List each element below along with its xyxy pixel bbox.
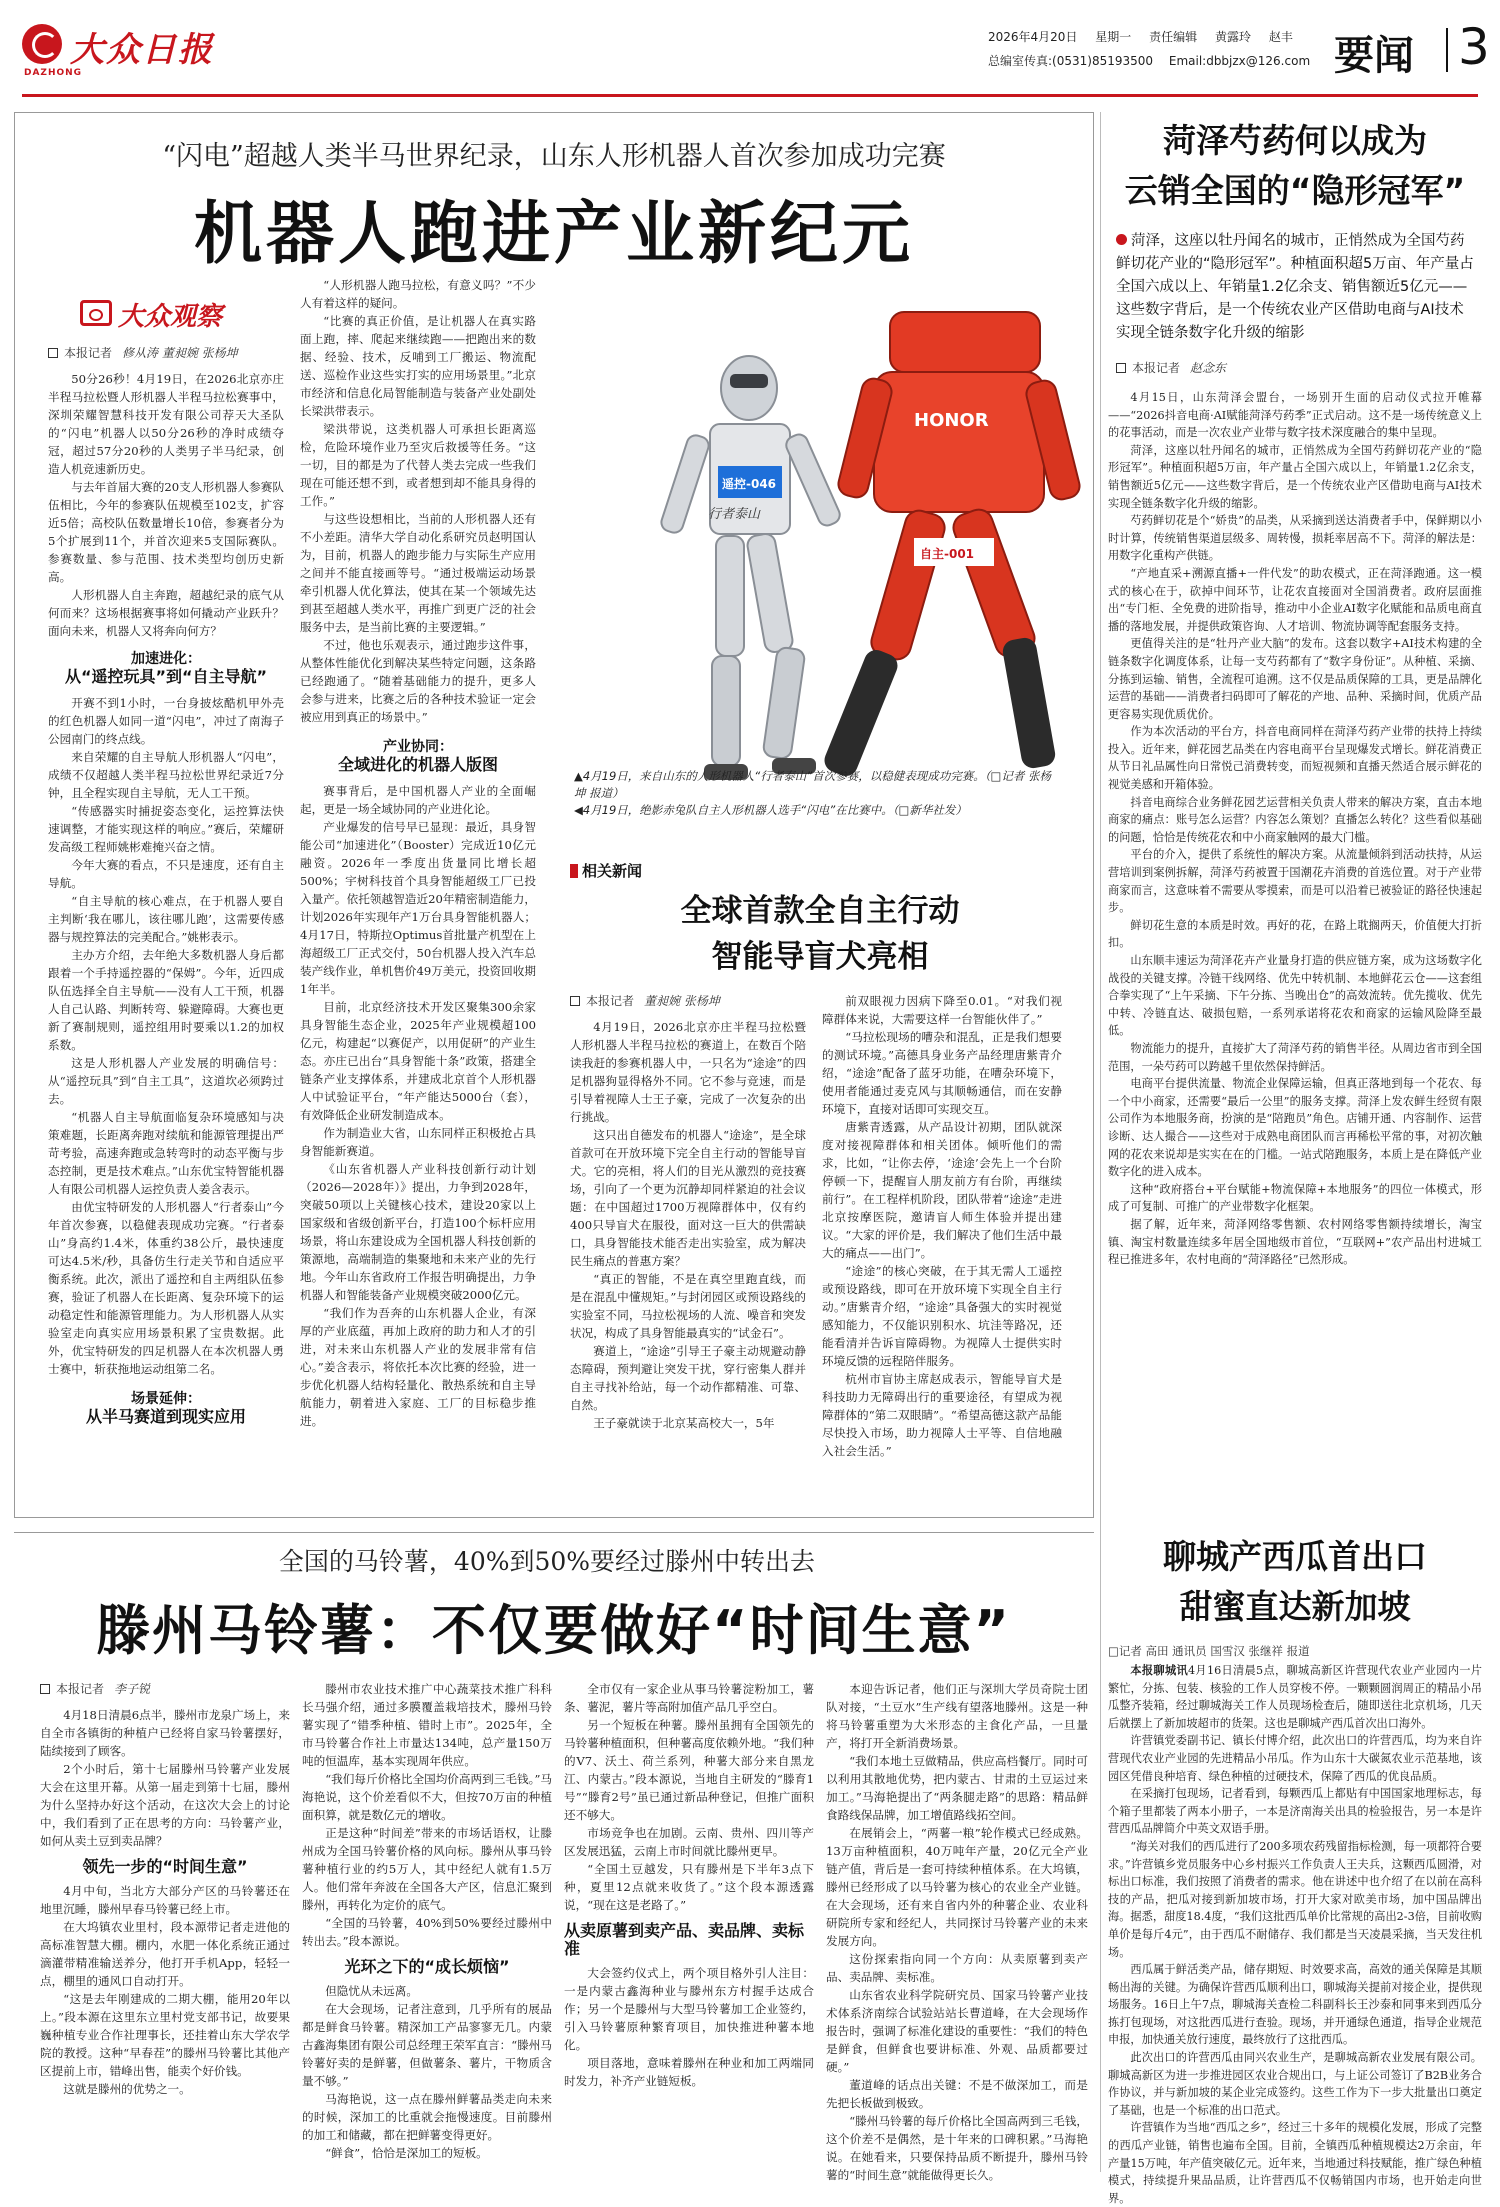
photo-bib-1: 遥控-046 <box>722 477 777 491</box>
subhead: 从“遥控玩具”到“自主导航” <box>64 667 268 686</box>
melon-headline-line-1: 聊城产西瓜首出口 <box>1163 1537 1427 1576</box>
byline-box-icon <box>1116 363 1126 373</box>
subhead-kicker: 场景延伸： <box>131 1391 201 1407</box>
byline-label: 本报记者 <box>64 346 113 360</box>
paragraph: “鲜食”，恰恰是深加工的短板。 <box>325 2146 488 2160</box>
section-divider <box>1446 28 1448 72</box>
related-news-tag: 相关新闻 <box>570 860 642 881</box>
email-address: Email:dbbjzx@126.com <box>1168 54 1311 68</box>
lead-headline: 机器人跑进产业新纪元 <box>193 195 914 274</box>
photo-caption-1: ▲4月19日，来自山东的人形机器人“行者泰山”首次参赛，以稳健表现成功完赛。（□记者 张杨坤 报道） <box>574 769 1051 800</box>
paragraph: 平台的介入，提供了系统性的解决方案。从流量倾斜到活动扶持，从运营培训到案例拆解，菏泽芍药被置于国潮花卉消费的首选位置。对于产业带商家而言，这意味着不需要从零摸索，而是可以沿着已被验证的路径快速起步。 <box>1108 848 1482 915</box>
paragraph: 抖音电商综合业务鲜花园艺运营相关负责人带来的解决方案，直击本地商家的痛点：账号怎么运营？内容怎么策划？直播怎么转化？这些看似基础的问题，恰恰是传统花农和中小商家触网的最大门槛。 <box>1108 795 1482 844</box>
lead-column-2 <box>300 276 536 1486</box>
melon-byline: □记者 高田 通讯员 国雪汉 张继祥 报道 <box>1108 1644 1310 1658</box>
paragraph: 全市仅有一家企业从事马铃薯淀粉加工，薯条、薯泥，薯片等高附加值产品几乎空白。 <box>564 1682 814 1714</box>
paragraph: “产地直采+溯源直播+一件代发”的助农模式，正在菏泽跑通。这一模式的核心在于，砍掉中间环节，让花农直接面对全国消费者。政府层面推出“专门柜、全免费的进阶指导，推动中小企业AI数字化赋能和品质电商直播的落地发展，并提供政策咨询、人才培训、物流协调等配套服务支持。 <box>1108 566 1482 633</box>
paragraph: 正是这种“时间差”带来的市场话语权，让滕州成为全国马铃薯价格的风向标。滕州从事马铃薯种植行业的约5万人，其中经纪人就有1.5万人。他们常年奔波在全国各大产区，信息汇聚到滕州，再转化为定价的底气。 <box>302 1826 552 1912</box>
paragraph: 与去年首届大赛的20支人形机器人参赛队伍相比，今年的参赛队伍规模至102支，扩容近5倍；高校队伍数量增长10倍，参赛者分为5个扩展到11个，并首次迎来5支国际赛队。参赛数量、参与范围、技术类型均创历史新高。 <box>48 480 284 584</box>
related-byline <box>570 992 806 1010</box>
newspaper-logo-icon <box>22 24 62 64</box>
paragraph: 这种“政府搭台+平台赋能+物流保障+本地服务”的四位一体模式，形成了可复制、可推广的产业带数字化框架。 <box>1108 1182 1482 1214</box>
paragraph: 作为本次活动的平台方，抖音电商同样在菏泽芍药产业带的扶持上持续投入。近年来，鲜花园艺品类在内容电商平台呈现爆发式增长。鲜花消费正从节日礼品属性向日常悦己消费转变，而短视频和直播天然适合展示鲜花的视觉美感和开箱体验。 <box>1108 725 1482 792</box>
related-headline-line-1: 全球首款全自主行动 <box>680 893 960 929</box>
robot-photo-illustration <box>544 276 1080 818</box>
paragraph: “真正的智能，不是在真空里跑直线，而是在混乱中懂规矩。”与封闭园区或预设路线的实验室不同，马拉松视场的人流、噪音和突发状况，构成了具身智能最真实的“试金石”。 <box>570 1272 806 1340</box>
potato-column-1-text <box>40 1706 290 2182</box>
byline-names: 董昶婉 张杨坤 <box>644 994 720 1008</box>
related-column-1 <box>570 992 806 1498</box>
byline-names: 赵念东 <box>1190 361 1227 375</box>
paragraph: 4月16日清晨5点，聊城高新区许营现代农业产业园内一片繁忙，分拣、包装、核验的工作人员穿梭不停。一颗颗圆润周正的精品小吊瓜整齐装箱，经过聊城海关工作人员现场检查后，随即送往北京机场，几天后就摆上了新加坡超市的货架。这也是聊城产西瓜首次出口海外。 <box>1108 1664 1482 1730</box>
paragraph: 目前，北京经济技术开发区聚集300余家具身智能生态企业，2025年产业规模超100亿元，构建起“以赛促产，以用促研”的产业生态。亦庄已出台“具身智能十条”政策，搭建全链条产业支撑体系，并建成北京首个人形机器人中试验证平台，“年产能达5000台（套），有效降低企业研发制造成本。 <box>300 1000 536 1122</box>
paragraph: 与这些设想相比，当前的人形机器人还有不小差距。清华大学自动化系研究员赵明国认为，目前，机器人的跑步能力与实际生产应用之间并不能直接画等号。“通过极端运动场景牵引机器人优化算法，使其在某一个领域先达到甚至超越人类水平，再推广到更广泛的社会服务中去，是当前比赛的主要逻辑。” <box>300 512 536 634</box>
byline-box-icon <box>40 1684 50 1694</box>
section-name: 要闻 <box>1334 33 1414 79</box>
heze-lead-text: 菏泽，这座以牡丹闻名的城市，正悄然成为全国芍药鲜切花产业的“隐形冠军”。种植面积超5万亩、年产量占全国六成以上、年销量1.2亿余支、销售额近5亿元——这些数字背后，是一个传统农业产区借助电商与AI技术实现全链条数字化升级的缩影 <box>1116 233 1474 341</box>
paragraph: 主办方介绍，去年绝大多数机器人身后都跟着一个手持遥控器的“保姆”。今年，近四成队伍选择全自主导航——没有人工干预，机器人自己认路、判断转弯、躲避障碍。大赛也更新了赛制规则，遥控组用时要乘以1.2的加权系数。 <box>48 948 284 1052</box>
paragraph: “传感器实时捕捉姿态变化，运控算法快速调整，才能实现这样的响应。”赛后，荣耀研发高级工程师姚彬难掩兴奋之情。 <box>48 804 284 854</box>
paragraph: 产业爆发的信号早已显现：最近，具身智能公司“加速进化”（Booster）完成近10亿元融资。2026年一季度出货量同比增长超500%；宇树科技首个具身智能超级工厂已投入量产。依托领越智造近20年精密制造能力，计划2026年实现年产1万台具身智能机器人；4月17日，特斯拉Optimus首批量产机型在上海超级工厂正式交付，50台机器人投入汽车总装产线作业，单机售价49万美元，投资回收期1年半。 <box>300 820 536 996</box>
masthead <box>22 18 1490 84</box>
paragraph: 4月18日清晨6点半，滕州市龙泉广场上，来自全市各镇街的种植户已经将自家马铃薯摆好，陆续接到了顾客。 <box>40 1708 290 1758</box>
paragraph: 来自荣耀的自主导航人形机器人“闪电”，成绩不仅超越人类半程马拉松世界纪录近7分钟，且全程实现自主导航，无人工干预。 <box>48 750 284 800</box>
newspaper-logo-sub: DAZHONG <box>24 68 83 78</box>
paragraph: 这就是滕州的优势之一。 <box>63 2082 191 2096</box>
paragraph: 据了解，近年来，菏泽网络零售额、农村网络零售额持续增长，淘宝镇、淘宝村数量连续多年居全国地级市首位，“互联网+”农产品出村进城工程已推进多年，农村电商的“菏泽路径”已然形成。 <box>1108 1217 1482 1267</box>
right-column <box>1108 112 1482 1549</box>
photo-captions <box>574 768 1054 819</box>
heze-headline <box>1108 116 1482 216</box>
heze-headline-line-2: 云销全国的“隐形冠军” <box>1124 171 1466 210</box>
potato-column-3-text <box>564 1680 814 2180</box>
paragraph: “人形机器人跑马拉松，有意义吗？”不少人有着这样的疑问。 <box>300 278 536 310</box>
subhead: 光环之下的“成长烦恼” <box>344 1957 510 1976</box>
paragraph: 物流能力的提升，直接扩大了菏泽芍药的销售半径。从周边省市到全国范围，一朵芍药可以跨越千里依然保持鲜活。 <box>1108 1041 1482 1073</box>
paragraph: 但隐忧从未远离。 <box>325 1984 418 1998</box>
editor-name-2: 赵丰 <box>1268 30 1293 44</box>
fax-number: 总编室传真:(0531)85193500 <box>988 54 1154 68</box>
potato-column-4 <box>826 1680 1088 2180</box>
paragraph: 滕州市农业技术推广中心蔬菜技术推广科科长马强介绍，通过多膜覆盖栽培技术，滕州马铃薯实现了“错季种植、错时上市”。2025年，全市马铃薯合作社上市量达134吨，总产量150万吨的恒温库，基本实现周年供应。 <box>302 1682 552 1768</box>
paragraph: 作为制造业大省，山东同样正积极抢占具身智能新赛道。 <box>300 1126 536 1158</box>
paragraph: 在大会现场，记者注意到，几乎所有的展品都是鲜食马铃薯。精深加工产品寥寥无几。内蒙古鑫海集团有限公司总经理王荣军直言：“滕州马铃薯好卖的是鲜薯，但做薯条、薯片，干物质含量不够。” <box>302 2002 552 2088</box>
heze-byline <box>1108 359 1482 377</box>
subhead: 从卖原薯到卖产品、卖品牌、卖标准 <box>564 1921 805 1958</box>
paragraph: 人形机器人自主奔跑，超越纪录的底气从何而来？这场根据赛事将如何撬动产业跃升？面向未来，机器人又将奔向何方？ <box>48 588 284 638</box>
dateline: 本报聊城讯 <box>1130 1663 1188 1677</box>
paragraph: 4月19日，2026北京亦庄半程马拉松暨人形机器人半程马拉松的赛道上，在数百个陪读我赶的参赛机器人中，一只名为“途途”的四足机器狗显得格外不同。它不参与竞速，而是引导着视障人士王子豪，完成了一次复杂的出行挑战。 <box>570 1020 806 1124</box>
byline-box-icon <box>570 996 580 1006</box>
paragraph: 赛道上，“途途”引导王子豪主动规避动静态障碍，预判避让突发干扰，穿行密集人群并自主寻找补给站，每一个动作都精准、可靠、自然。 <box>570 1344 806 1412</box>
subhead: 领先一步的“时间生意” <box>82 1857 248 1876</box>
column-divider <box>1100 112 1101 2172</box>
paragraph: 在展销会上，“两薯一粮”轮作模式已经成熟。13万亩种植面积，40万吨年产量，20亿元全产业链产值，背后是一套可持续种植体系。在大坞镇，滕州已经形成了以马铃薯为核心的农业全产业链。在大会现场，还有来自省内外的种薯企业、农业科研院所专家和经纪人，共同探讨马铃薯产业的未来发展方向。 <box>826 1826 1088 1948</box>
paragraph: 这是人形机器人产业发展的明确信号：从“遥控玩具”到“自主工具”，这道坎必须跨过去。 <box>48 1056 284 1106</box>
paragraph: 赛事背后，是中国机器人产业的全面崛起，更是一场全域协同的产业进化论。 <box>300 784 536 816</box>
potato-byline <box>40 1680 290 1698</box>
paragraph: 这份探索指向同一个方向：从卖原薯到卖产品、卖品牌、卖标准。 <box>826 1952 1088 1984</box>
lead-byline <box>48 344 284 362</box>
lead-column-2-text <box>300 276 536 1486</box>
paragraph: 2个小时后，第十七届滕州马铃薯产业发展大会在这里开幕。从第一届走到第十七届，滕州为什么坚持办好这个活动，在这次大会上的讨论中，我们看到了正在思考的方向：马铃薯产业，如何从卖土豆到卖品牌？ <box>40 1762 290 1848</box>
paragraph: 董道峰的话点出关键：不是不做深加工，而是先把长板做到极致。 <box>826 2078 1088 2110</box>
issue-info <box>988 28 1307 45</box>
potato-column-2 <box>302 1680 552 2180</box>
paragraph: “全国的马铃薯，40%到50%要经过滕州中转出去。”段本源说。 <box>302 1916 552 1948</box>
red-robot-figure <box>821 312 1082 780</box>
paragraph: 4月中旬，当北方大部分产区的马铃薯还在地里沉睡，滕州早春马铃薯已经上市。 <box>40 1884 290 1916</box>
byline-names: 修从涛 董昶婉 张杨坤 <box>122 346 238 360</box>
paragraph: “途途”的核心突破，在于其无需人工遥控或预设路线，即可在开放环境下实现全自主行动。”唐紫青介绍，“途途”具备强大的实时视觉感知能力，不仅能识别积水、坑洼等路况，还能看清并告诉盲障碍物。为视障人士提供实时环境反馈的远程陪伴服务。 <box>822 1264 1062 1368</box>
subhead: 全域进化的机器人版图 <box>337 755 498 774</box>
related-headline-line-2: 智能导盲犬亮相 <box>711 939 929 975</box>
byline-label: 本报记者 <box>586 994 635 1008</box>
paragraph: 许营镇党委副书记、镇长付博介绍，此次出口的许营西瓜，均为来自许营现代农业产业园的先进精品小吊瓜。作为山东十大碳氮农业示范基地，该园区凭借良种培育、绿色种植的过硬技术，保障了西瓜的优良品质。 <box>1108 1734 1482 1783</box>
related-column-2-text <box>822 992 1062 1498</box>
melon-headline-line-2: 甜蜜直达新加坡 <box>1179 1587 1411 1626</box>
silver-robot-figure <box>659 356 842 780</box>
paragraph: 杭州市盲协主席赵成表示，智能导盲犬是科技助力无障碍出行的重要途径，有望成为视障群体的“第二双眼睛”。“希望高德这款产品能尽快投入市场，助力视障人士平等、自信地融入社会生活。” <box>822 1372 1062 1458</box>
newspaper-logo: 大众日报 <box>70 30 214 70</box>
paragraph: 本迎告诉记者，他们正与深圳大学员奇院士团队对接，“土豆水”生产线有望落地滕州。这是一种将马铃薯重塑为大米形态的主食化产品，一旦量产，将打开全新消费场景。 <box>826 1682 1088 1750</box>
paragraph: “自主导航的核心难点，在于机器人要自主判断‘我在哪儿，该往哪儿跑’，这需要传感器与规控算法的完美配合。”姚彬表示。 <box>48 894 284 944</box>
paragraph: 王子豪就读于北京某高校大一，5年 <box>593 1416 775 1430</box>
lead-column-1 <box>48 344 284 1512</box>
paragraph: 开赛不到1小时，一台身披炫酷机甲外壳的红色机器人如同一道“闪电”，冲过了南海子公园南门的终点线。 <box>48 696 284 746</box>
paragraph: 此次出口的许营西瓜由同兴农业生产，是聊城高新农业发展有限公司。聊城高新区为进一步推进园区农业合规出口，与上证公司签订了B2B业务合作协议，并与新加坡的某企业完成签约。这些工作为下一步大批量出口奠定了基础，也是一个标准的出口范式。 <box>1108 2051 1482 2117</box>
camera-badge-icon <box>80 300 112 326</box>
paragraph: 今年大赛的看点，不只是速度，还有自主导航。 <box>48 858 284 890</box>
byline-names: 李子锐 <box>114 1682 151 1696</box>
subhead-kicker: 加速进化： <box>131 651 201 667</box>
heze-body <box>1108 389 1482 1549</box>
subhead-kicker: 产业协同： <box>383 739 453 755</box>
potato-column-4-text <box>826 1680 1088 2180</box>
observation-badge <box>80 296 260 334</box>
related-column-1-text <box>570 1018 806 1498</box>
paragraph: 前双眼视力因病下降至0.01。“对我们视障群体来说，大需要这样一台智能伙伴了。” <box>822 994 1062 1026</box>
paragraph: 这只出自德发布的机器人“途途”，是全球首款可在开放环境下完全自主行动的智能导盲犬。它的亮相，将人们的目光从激烈的竞技赛场，引向了一个更为沉静却同样紧迫的社会议题：在中国超过1700万视障群体中，仅有约400只导盲犬在服役，面对这一巨大的供需缺口，具身智能技术能否走出实验室，成为解决民生痛点的普惠方案？ <box>570 1128 806 1268</box>
lead-column-1-text <box>48 370 284 1512</box>
contact-info <box>988 52 1322 69</box>
photo-bib-2: 自主-001 <box>920 547 975 561</box>
paragraph: “马拉松现场的嘈杂和混乱，正是我们想要的测试环境。”高德具身业务产品经理唐紫青介绍，“途途”配备了蓝牙功能，在嘈杂环境下，使用者能通过麦克风与其顺畅通信，而在安静环境下，直接对话即可实现交互。 <box>822 1030 1062 1116</box>
paragraph: 《山东省机器人产业科技创新行动计划（2026—2028年）》提出，力争到2028年，突破50项以上关键核心技术，建设20家以上国家级和省级创新平台，打造100个标杆应用场景，将山东建设成为全国机器人科技创新的策源地，高端制造的集聚地和未来产业的先行地。今年山东省政府工作报告明确提出，力争机器人和智能装备产业规模突破2000亿元。 <box>300 1162 536 1302</box>
paragraph: 许营镇作为当地“西瓜之乡”，经过三十多年的规模化发展，形成了完整的西瓜产业链，销售也遍布全国。目前，全镇西瓜种植规模达2万余亩，年产量15万吨，年产值突破亿元。近年来，当地通过科技赋能，推广绿色种植模式，持续提升果品品质，让许营西瓜不仅畅销国内市场，也开始走向世界。 <box>1108 2121 1482 2205</box>
related-news-headline <box>570 888 1070 980</box>
byline-label: 本报记者 <box>56 1682 105 1696</box>
paragraph: 在大坞镇农业里村，段本源带记者走进他的高标准智慧大棚。棚内，水肥一体化系统正通过滴灌带精准输送养分，他打开手机App，轻轻一点，棚里的通风口自动打开。 <box>40 1920 290 1988</box>
observation-badge-label: 大众观察 <box>118 302 223 332</box>
robot-photo <box>544 276 1080 818</box>
lead-story <box>14 112 1094 1518</box>
photo-caption-2: ◀4月19日，绝影赤兔队自主人形机器人选手“闪电”在比赛中。（□新华社发） <box>574 803 967 817</box>
paragraph: 梁洪带说，这类机器人可承担长距离巡检，危险环境作业乃至灾后救援等任务。“这一切，目的都是为了代替人类去完成一些我们现在可能还想不到，或者想到却不能具身得的工作。” <box>300 422 536 508</box>
potato-kicker: 全国的马铃薯，40%到50%要经过滕州中转出去 <box>278 1547 816 1576</box>
paragraph: “海关对我们的西瓜进行了200多项农药残留指标检测，每一项都符合要求。”许营镇乡党员服务中心乡村振兴工作负责人王夫兵，这颗西瓜圆滑，对标出口标准，我们按照了消费者的需求。他在讲述中也介绍了在以前在高科技的产品，把瓜对接到新加坡市场，打开大家对欧美市场，加中国品牌出海。据悉，甜度18.4度，“我们这批西瓜单价比常规的高出2-3倍，目前收购单价是每斤4元”，由于西瓜不耐储存、我们都是当天凌晨采摘，当天发往机场。 <box>1108 1839 1482 1959</box>
issue-date: 2026年4月20日 <box>988 30 1078 44</box>
paragraph: 电商平台提供流量、物流企业保障运输，但真正落地到每一个花农、每一个中小商家，还需要“最后一公里”的服务支撑。菏泽上发农鲜生经贸有限公司作为本地服务商，扮演的是“陪跑员”角色。店铺开通、内容制作、运营诊断、达人撮合——这些对于成熟电商团队而言再稀松平常的事，对初次触网的花农来说却是实实在在的门槛。一站式陪跑服务，本质上是在降低产业数字化的进入成本。 <box>1108 1077 1482 1179</box>
paragraph: 马海艳说，这一点在滕州鲜薯品类走向未来的时候，深加工的比重就会拖慢速度。目前滕州的加工和储藏，都在把鲜薯变得更好。 <box>302 2092 552 2142</box>
melon-body <box>1108 1662 1482 2205</box>
paragraph: 唐紫青透露，从产品设计初期，团队就深度对接视障群体和相关团体。倾听他们的需求，比如，“让你去停，‘途途’会先上一个台阶停顿一下，提醒盲人朋友前方有台阶，再继续前行”。在工程样机阶段，团队带着“途途”走进北京按摩医院，邀请盲人师生体验并提出建议。“大家的评价是，我们解决了他们生活中最大的痛点——出门”。 <box>822 1120 1062 1260</box>
paragraph: “我们本地土豆做精品，供应高档餐厅。同时可以利用其散地优势，把内蒙古、甘肃的土豆运过来加工。”马海艳提出了“两条腿走路”的思路：精品鲜食路线保品牌，加工增值路线拓空间。 <box>826 1754 1088 1822</box>
paragraph: 更值得关注的是“牡丹产业大脑”的发布。这套以数字+AI技术构建的全链条数字化调度体系，让每一支芍药都有了“数字身份证”。从种植、采摘、分拣到运输、销售，全流程可追溯。这不仅是品质保障的工具，更是品牌化运营的基础——消费者扫码即可了解花的产地、品种、采摘时间，优质产品更容易实现优质优价。 <box>1108 637 1482 721</box>
paragraph: 项目落地，意味着滕州在种业和加工两端同时发力，补齐产业链短板。 <box>564 2056 814 2088</box>
potato-column-2-text <box>302 1680 552 2180</box>
paragraph: 鲜切花生意的本质是时效。再好的花，在路上耽搁两天，价值便大打折扣。 <box>1108 918 1482 950</box>
paragraph: “这是去年刚建成的二期大棚，能用20年以上。”段本源在这里东立里村党支部书记，故要果巍种植专业合作社理事长，还挂着山东大学农学院的教授。这种“早春茬”的滕州马铃薯比其他产区提前上市，错峰出售，能卖个好价钱。 <box>40 1992 290 2078</box>
issue-weekday: 星期一 <box>1095 30 1132 44</box>
paragraph: 另一个短板在种薯。滕州虽拥有全国领先的马铃薯种植面积，但种薯高度依赖外地。“我们种的V7、沃土、荷兰系列，种薯大部分来自黑龙江、内蒙古。”段本源说，当地自主研发的“滕育1号”“滕育2号”虽已通过新品种登记，但推广面积还不够大。 <box>564 1718 814 1822</box>
lead-kicker: “闪电”超越人类半马世界纪录，山东人形机器人首次参加成功完赛 <box>162 141 946 172</box>
potato-headline: 滕州马铃薯：不仅要做好“时间生意” <box>96 1599 1011 1662</box>
subhead: 从半马赛道到现实应用 <box>85 1407 246 1426</box>
paragraph: 山东顺丰速运为菏泽花卉产业量身打造的供应链方案，成为这场数字化战役的关键支撑。冷链干线网络、优先中转机制、本地鲜花云仓——这套组合拳实现了“上午采摘、下午分拣、当晚出仓”的高效流转。优先揽收、优先中转、冷链直达、破损包赔，一系列承诺将花农和商家的运输风险降至最低。 <box>1108 954 1482 1038</box>
editor-name: 黄露玲 <box>1214 30 1251 44</box>
paragraph: “滕州马铃薯的每斤价格比全国高两到三毛钱，这个价差不是偶然，是十年来的口碑积累。”马海艳说。在她看来，只要保持品质不断提升，滕州马铃薯的“时间生意”就能做得更长久。 <box>826 2114 1088 2182</box>
potato-story-rule <box>14 1532 1094 1533</box>
melon-headline <box>1108 1532 1482 1632</box>
paragraph: “我们每斤价格比全国均价高两到三毛钱。”马海艳说，这个价差看似不大，但按70万亩的种植面积算，就是数亿元的增收。 <box>302 1772 552 1822</box>
paragraph: 西瓜属于鲜活类产品，储存期短、时效要求高，高效的通关保障是其顺畅出海的关键。为确保许营西瓜顺利出口，聊城海关提前对接企业，提供现场服务。16日上午7点，聊城海关查检二科副科长王沙泰和同事来到西瓜分拣打包现场，对这批西瓜进行查验。现场，并开通绿色通道，指导企业规范申报，加快通关放行速度，最终放行了这批西瓜。 <box>1108 1963 1482 2047</box>
photo-script: 行者泰山 <box>708 507 761 522</box>
editor-label: 责任编辑 <box>1149 30 1198 44</box>
paragraph: 芍药鲜切花是个“娇贵”的品类，从采摘到送达消费者手中，保鲜期以小时计算，传统销售渠道层级多、周转慢，损耗率居高不下。菏泽的解法是：用数字化重构产供链。 <box>1108 514 1482 563</box>
paragraph: “我们作为吾奔的山东机器人企业，有深厚的产业底蕴，再加上政府的助力和人才的引进，对未来山东机器人产业的发展非常有信心。”姜含表示，将依托本次比赛的经验，进一步优化机器人结构轻量化、散热系统和自主导航能力，朝着进入家庭、工厂的目标稳步推进。 <box>300 1306 536 1428</box>
paragraph: 菏泽，这座以牡丹闻名的城市，正悄然成为全国芍药鲜切花产业的“隐形冠军”。种植面积超5万亩，年产量占全国六成以上，年销量1.2亿余支，销售额近5亿元——这些数字背后，是一个传统农业产区借助电商与AI技术实现全链条数字化升级的缩影。 <box>1108 443 1482 510</box>
melon-story <box>1108 1532 1482 2205</box>
paragraph: 大会签约仪式上，两个项目格外引人注目：一是内蒙古鑫海种业与滕州东方村握手达成合作；另一个是滕州与大型马铃薯加工企业签约，引入马铃薯原种繁育项目，加快推进种薯本地化。 <box>564 1966 814 2052</box>
paragraph: 不过，他也乐观表示，通过跑步这件事，从整体性能优化到解决某些特定问题，这条路已经跑通了。“随着基础能力的提升，更多人会参与进来，比赛之后的各种技术验证一定会被应用到真正的场景中。” <box>300 638 536 724</box>
potato-column-1 <box>40 1680 290 2182</box>
paragraph: 50分26秒！4月19日，在2026北京亦庄半程马拉松暨人形机器人半程马拉松赛事中，深圳荣耀智慧科技开发有限公司荐天大圣队的“闪电”机器人以50分26秒的净时成绩夺冠，超过57分20秒的人类男子半马纪录，创造人机竞速新历史。 <box>48 372 284 476</box>
paragraph: 4月15日，山东菏泽会盟台，一场别开生面的启动仪式拉开帷幕——“2026抖音电商·AI赋能菏泽芍药季”正式启动。这不是一场传统意义上的花事活动，而是一次农业产业带与数字技术深度融合的集中呈现。 <box>1108 391 1482 440</box>
byline-box-icon <box>48 348 58 358</box>
paragraph: 市场竞争也在加剧。云南、贵州、四川等产区发展迅猛，云南上市时间就比滕州更早。 <box>564 1826 814 1858</box>
potato-column-3 <box>564 1680 814 2180</box>
page-number: 3 <box>1458 18 1490 76</box>
paragraph: “机器人自主导航面临复杂环境感知与决策难题，长距离奔跑对续航和能源管理提出严苛考验，高速奔跑或急转弯时的动态平衡与步态控制，更是技术难点。”山东优宝特智能机器人有限公司机器人运控负责人姜含表示。 <box>48 1110 284 1196</box>
paragraph: 在采摘打包现场，记者看到，每颗西瓜上都贴有中国国家地理标志，每个箱子里都装了两本小册子，一本是济南海关出具的检验报告，另一本是许营西瓜品牌简介中英文双语手册。 <box>1108 1787 1482 1836</box>
photo-brand: HONOR <box>914 410 989 431</box>
byline-label: 本报记者 <box>1132 361 1181 375</box>
heze-lead <box>1108 230 1482 345</box>
paragraph: 由优宝特研发的人形机器人“行者泰山”今年首次参赛，以稳健表现成功完赛。“行者泰山”身高约1.4米，体重约38公斤，最快速度可达4.5米/秒，具备仿生行走关节和自适应平衡系统。此次，派出了遥控和自主两组队伍参赛，验证了机器人在长距离、复杂环境下的运动稳定性和能源管理能力。为人形机器人从实验室走向真实应用场景积累了宝贵数据。此外，优宝特研发的四足机器人在本次机器人勇士赛中，斩获拖地运动组第二名。 <box>48 1200 284 1376</box>
related-column-2 <box>822 992 1062 1498</box>
paragraph: 山东省农业科学院研究员、国家马铃薯产业技术体系济南综合试验站站长曹道峰，在大会现场作报告时，强调了标准化建设的重要性：“我们的特色是鲜食，但鲜食也要讲标准、外观、品质都要过硬。” <box>826 1988 1088 2074</box>
bullet-dot-icon <box>1116 234 1127 245</box>
heze-headline-line-1: 菏泽芍药何以成为 <box>1163 121 1427 160</box>
paragraph: “比赛的真正价值，是让机器人在真实路面上跑，摔、爬起来继续跑——把跑出来的数据、经验、技术，反哺到工厂搬运、物流配送、巡检作业这些实打实的应用场景里。”北京市经济和信息化局智能制造与装备产业处副处长梁洪带表示。 <box>300 314 536 418</box>
masthead-rule <box>22 94 1478 97</box>
paragraph: “全国土豆越发，只有滕州是下半年3点下种，夏里12点就来收货了。”这个段本源透露说，“现在这是老路了。” <box>564 1862 814 1912</box>
